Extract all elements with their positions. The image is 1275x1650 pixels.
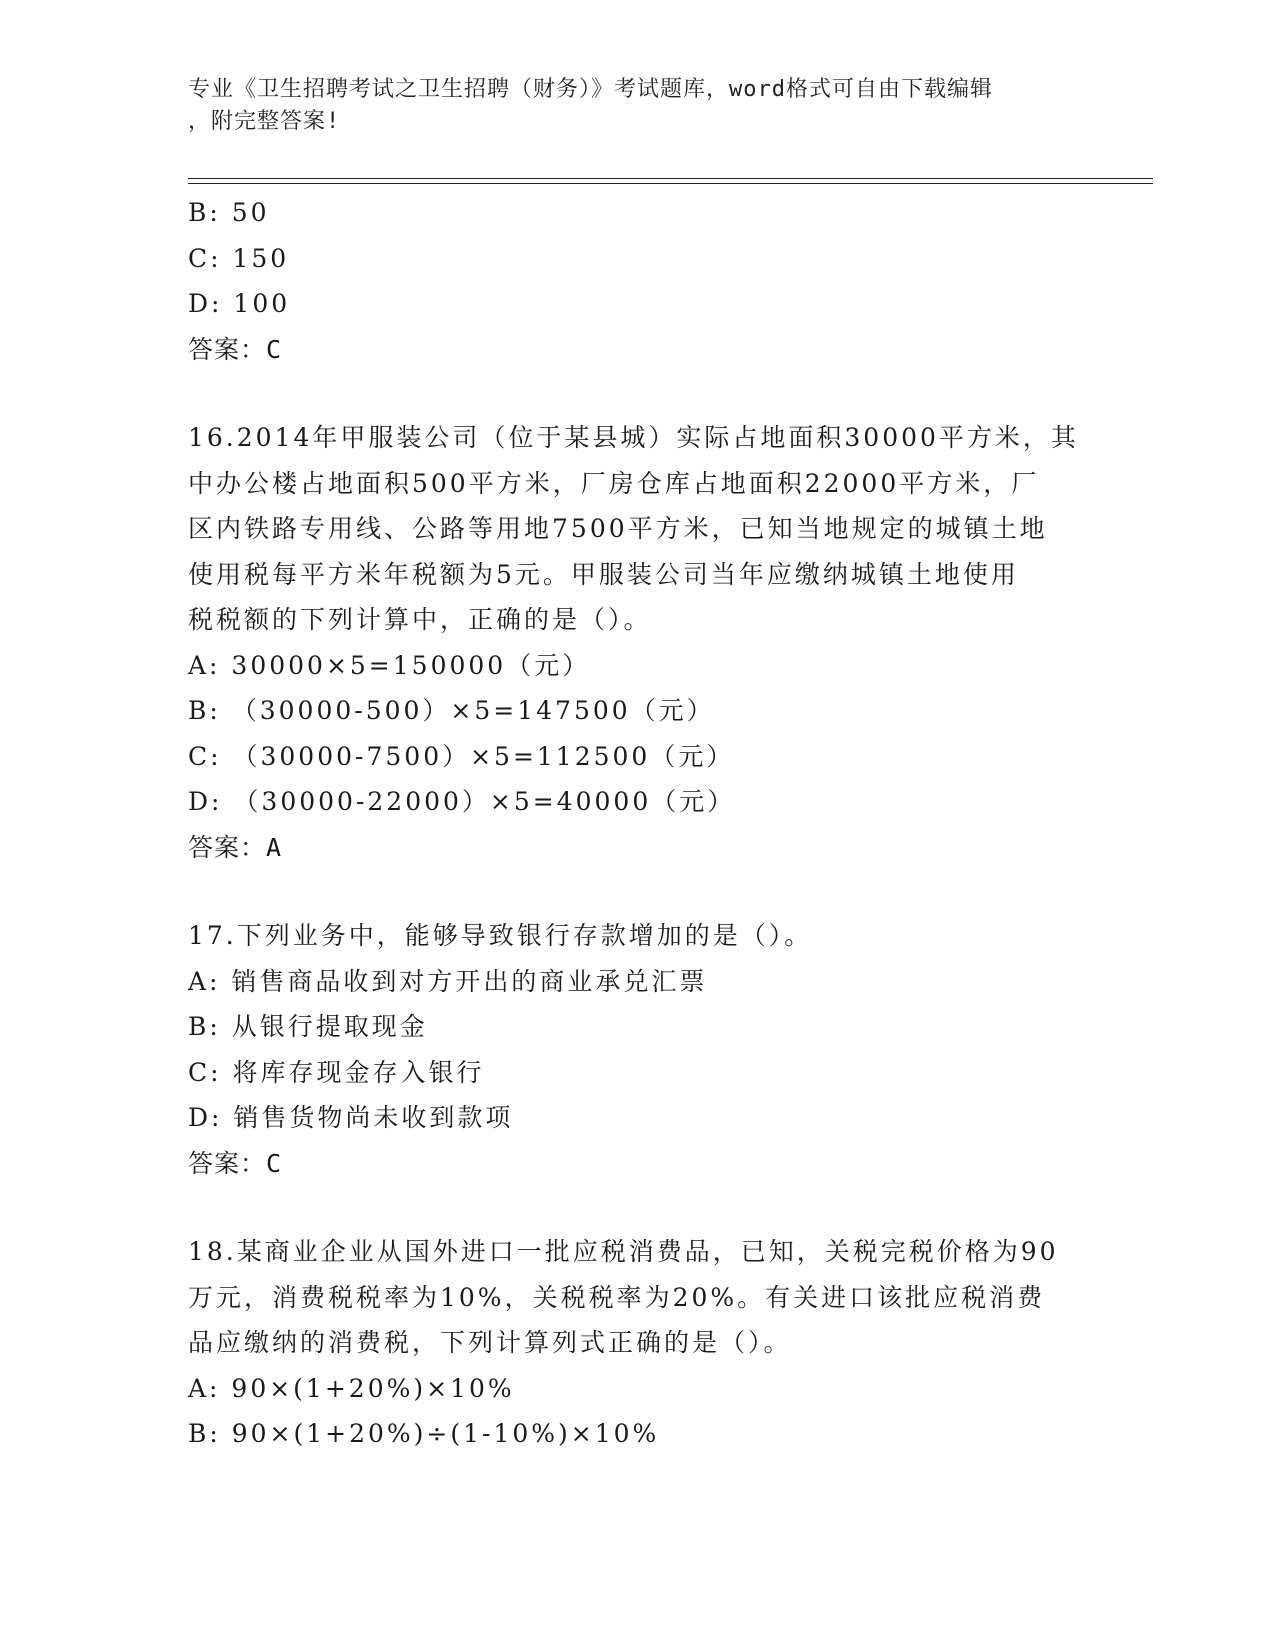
question-18	[188, 1229, 1088, 1457]
header-divider	[188, 178, 1153, 179]
option-c: C: （30000-7500）×5=112500（元）	[188, 741, 735, 771]
option-d: D: 100	[188, 289, 291, 318]
header-divider-secondary	[188, 183, 1153, 184]
question-16	[188, 415, 1088, 870]
question-stem-line: 区内铁路专用线、公路等用地7500平方米，已知当地规定的城镇土地	[188, 514, 1048, 543]
option-a: A: 90×(1+20%)×10%	[188, 1373, 515, 1403]
question-17	[188, 913, 1088, 1186]
option-b: B: 从银行提取现金	[188, 1012, 428, 1041]
answer-line: 答案：C	[188, 1148, 283, 1178]
header-line-2: ，附完整答案!	[188, 109, 341, 134]
question-stem-line: 税税额的下列计算中，正确的是（）。	[188, 605, 652, 634]
option-d: D: 销售货物尚未收到款项	[188, 1103, 514, 1132]
question-stem-line: 中办公楼占地面积500平方米，厂房仓库占地面积22000平方米，厂	[188, 468, 1040, 498]
question-stem-line: 17.下列业务中，能够导致银行存款增加的是（）。	[188, 921, 813, 950]
option-b: B: 90×(1+20%)÷(1-10%)×10%	[188, 1419, 660, 1448]
option-d: D: （30000-22000）×5=40000（元）	[188, 787, 736, 816]
question-stem-line: 万元，消费税税率为10%，关税税率为20%。有关进口该批应税消费	[188, 1282, 1046, 1312]
prev-question-tail	[188, 190, 1088, 372]
question-stem-line: 使用税每平方米年税额为5元。甲服装公司当年应缴纳城镇土地使用	[188, 559, 1019, 589]
option-b: B: （30000-500）×5=147500（元）	[188, 696, 715, 725]
option-a: A: 30000×5=150000（元）	[188, 650, 591, 680]
question-stem-line: 品应缴纳的消费税，下列计算列式正确的是（）。	[188, 1328, 792, 1357]
option-c: C: 150	[188, 243, 290, 273]
option-a: A: 销售商品收到对方开出的商业承兑汇票	[188, 966, 708, 996]
question-content	[188, 190, 1088, 1457]
option-b: B: 50	[188, 198, 270, 227]
page-header	[188, 74, 1088, 138]
question-stem-line: 18.某商业企业从国外进口一批应税消费品，已知，关税完税价格为90	[188, 1237, 1059, 1266]
header-line-1: 专业《卫生招聘考试之卫生招聘（财务）》考试题库，word格式可自由下载编辑	[188, 77, 993, 102]
question-stem-line: 16.2014年甲服装公司（位于某县城）实际占地面积30000平方米，其	[188, 423, 1079, 452]
answer-line: 答案：A	[188, 832, 283, 862]
answer-line: 答案：C	[188, 334, 283, 364]
option-c: C: 将库存现金存入银行	[188, 1057, 485, 1087]
